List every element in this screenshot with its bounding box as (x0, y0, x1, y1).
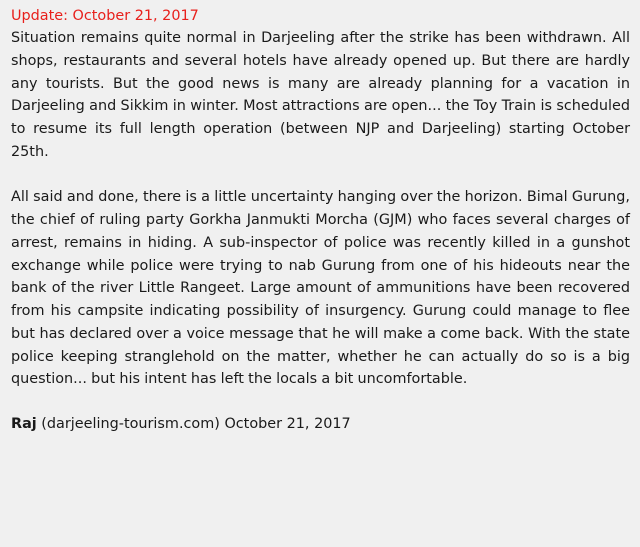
author-name: Raj (11, 416, 37, 432)
signature (11, 413, 630, 435)
signature-details: (darjeeling-tourism.com) October 21, 2017 (36, 416, 351, 432)
uncertainty-paragraph: All said and done, there is a little uncertainty hanging over the horizon. Bimal Gurung, the chief of ruling party Gorkha Janmukti Morcha (GJM) who faces several charges of arrest, remains in hiding. A sub-inspector of police was recently killed in a gunshot exchange while police were trying to nab Gurung from one of his hideouts near the bank of the river Little Rangeet. Large amount of ammunitions have been recovered from his campsite indicating possibility of insurgency. Gurung could manage to flee but has declared over a voice message that he will make a come back. With the state police keeping stranglehold on the matter, whether he can actually do so is a big question... but his intent has left the locals a bit uncomfortable. (11, 189, 630, 388)
situation-paragraph: Situation remains quite normal in Darjeeling after the strike has been withdrawn. All shops, restaurants and several hotels have already opened up. But there are hardly any tourists. But the good news is many are already planning for a vacation in Darjeeling and Sikkim in winter. Most attractions are open... the Toy Train is scheduled to resume its full length operation (between NJP and Darjeeling) starting October 25th. (11, 30, 630, 160)
update-heading: Update: October 21, 2017 (11, 8, 199, 24)
